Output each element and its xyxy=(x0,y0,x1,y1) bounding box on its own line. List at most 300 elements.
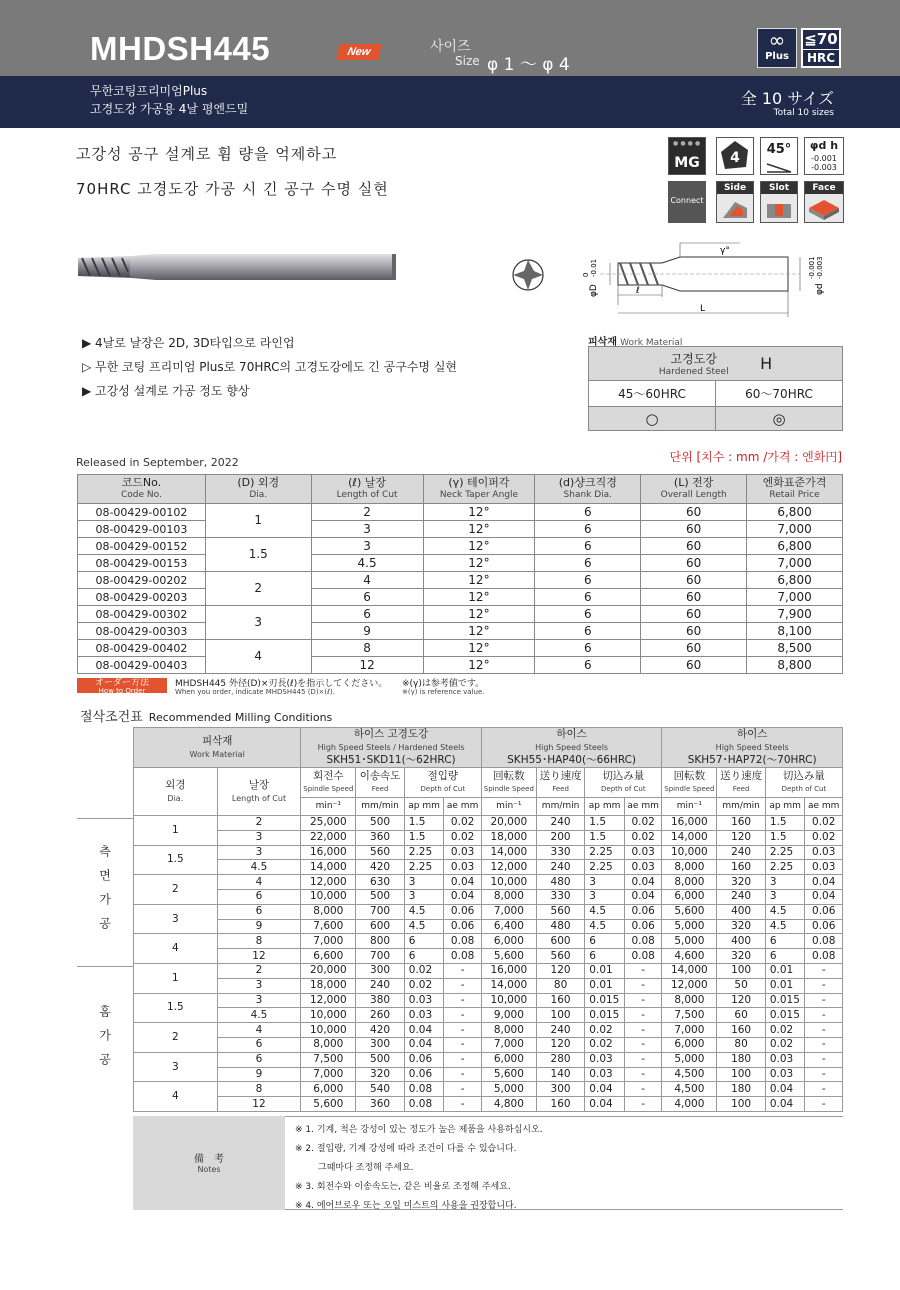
cond-value-cell: 0.02 xyxy=(805,816,843,831)
cond-value-cell: 630 xyxy=(356,875,404,890)
work-material-label-k: 피삭재 xyxy=(588,337,617,348)
cond-value-cell: - xyxy=(624,1082,661,1097)
dia-cell: 3 xyxy=(205,606,311,640)
oal-cell: 60 xyxy=(641,538,747,555)
cond-value-cell: 8,000 xyxy=(301,904,356,919)
cond-value-cell: 0.04 xyxy=(404,1037,444,1052)
cond-value-cell: 120 xyxy=(536,963,584,978)
cond-dia-cell: 3 xyxy=(134,904,218,934)
od-tol-bot: -0.01 xyxy=(590,258,598,277)
mg-grade-icon xyxy=(668,137,706,175)
oal-cell: 60 xyxy=(641,504,747,521)
cond-value-cell: - xyxy=(805,1023,843,1038)
cond-loc-cell: 6 xyxy=(217,904,301,919)
cond-loc-cell: 3 xyxy=(217,830,301,845)
notes-header xyxy=(133,1116,285,1210)
cond-loc-cell: 8 xyxy=(217,1082,301,1097)
cond-value-cell: 0.03 xyxy=(765,1052,805,1067)
g3-speed-e: Spindle Speed xyxy=(664,784,715,793)
cond-value-cell: 0.02 xyxy=(624,816,661,831)
spec-col-k: 엔화표준가격 xyxy=(762,476,827,489)
unit-note: 단위 [치수 : mm /가격 : 엔화円] xyxy=(669,450,842,464)
endmill-photo xyxy=(76,250,398,284)
cond-value-cell: 120 xyxy=(717,830,765,845)
cond-value-cell: 400 xyxy=(717,904,765,919)
cond-value-cell: 200 xyxy=(536,830,584,845)
hrc-badge-num: ≦70 xyxy=(804,30,838,48)
cond-value-cell: 600 xyxy=(536,934,584,949)
loc-cell: 9 xyxy=(311,623,423,640)
code-cell: 08-00429-00152 xyxy=(78,538,206,555)
cond-value-cell: 6 xyxy=(765,934,805,949)
cond-value-cell: 0.06 xyxy=(805,904,843,919)
order-badge-e: How to Order xyxy=(98,687,146,695)
cond-loc-cell: 8 xyxy=(217,934,301,949)
cond-value-cell: 80 xyxy=(717,1037,765,1052)
material-code: H xyxy=(760,354,773,373)
group1-grade: SKH51･SKD11(～62HRC) xyxy=(326,754,456,766)
loc-cell: 4 xyxy=(311,572,423,589)
hardened-steel-k: 고경도강 xyxy=(670,352,717,366)
cond-value-cell: 0.04 xyxy=(765,1082,805,1097)
cond-value-cell: 0.02 xyxy=(585,1023,625,1038)
price-cell: 8,800 xyxy=(747,657,843,674)
cond-value-cell: 540 xyxy=(356,1082,404,1097)
cond-value-cell: 6,000 xyxy=(662,1037,717,1052)
cond-value-cell: 0.02 xyxy=(585,1037,625,1052)
slot-shape-icon xyxy=(761,194,797,222)
cond-value-cell: 6,600 xyxy=(301,949,356,964)
cond-value-cell: - xyxy=(444,993,481,1008)
tol-lower: -0.003 xyxy=(811,163,837,172)
loc-col-e: Length of Cut xyxy=(231,793,287,803)
g3-speed-header xyxy=(662,768,717,798)
g1-depth-header xyxy=(404,768,481,798)
spec-col-header xyxy=(78,475,206,504)
cond-dia-cell: 1 xyxy=(134,963,218,993)
cond-value-cell: - xyxy=(624,1023,661,1038)
cond-value-cell: - xyxy=(444,1082,481,1097)
spec-row xyxy=(78,555,843,572)
g2-feed-k: 送り速度 xyxy=(539,769,582,782)
spec-row xyxy=(78,504,843,521)
unit-cell: ap mm xyxy=(585,798,625,816)
cond-value-cell: 10,000 xyxy=(662,845,717,860)
condition-row xyxy=(134,889,843,904)
cond-value-cell: 14,000 xyxy=(481,845,536,860)
cond-value-cell: - xyxy=(624,1037,661,1052)
price-cell: 7,000 xyxy=(747,521,843,538)
cond-value-cell: 3 xyxy=(404,875,444,890)
cond-value-cell: 0.03 xyxy=(805,860,843,875)
price-cell: 7,000 xyxy=(747,555,843,572)
cond-value-cell: 0.03 xyxy=(585,1067,625,1082)
hrc-badge-unit: HRC xyxy=(803,49,839,66)
cond-value-cell: - xyxy=(805,1097,843,1112)
side-cut-icon xyxy=(716,181,754,223)
cond-value-cell: 0.02 xyxy=(404,963,444,978)
range-45-60: 45～60HRC xyxy=(589,381,716,407)
spec-row xyxy=(78,606,843,623)
subtitle-type: 고경도강 가공용 4날 평엔드밀 xyxy=(90,102,249,116)
oal-cell: 60 xyxy=(641,521,747,538)
range-60-70: 60～70HRC xyxy=(716,381,843,407)
cond-value-cell: 2.25 xyxy=(765,845,805,860)
cond-value-cell: 60 xyxy=(717,1008,765,1023)
cond-value-cell: 6,000 xyxy=(301,1082,356,1097)
notes-header-e: Notes xyxy=(197,1165,221,1174)
total-sizes-e: Total 10 sizes xyxy=(773,108,834,118)
hardened-steel-e: Hardened Steel xyxy=(658,367,729,377)
note-4: ※ 4. 에어브로우 또는 오일 미스트의 사용을 권장합니다. xyxy=(295,1201,517,1211)
technical-drawing xyxy=(500,235,840,321)
cond-value-cell: 8,000 xyxy=(662,875,717,890)
cond-loc-cell: 3 xyxy=(217,993,301,1008)
angle-line-icon xyxy=(761,162,797,174)
cond-value-cell: 240 xyxy=(536,860,584,875)
g2-speed-header xyxy=(481,768,536,798)
spec-header-row xyxy=(78,475,843,504)
cond-value-cell: 2.25 xyxy=(404,845,444,860)
code-cell: 08-00429-00402 xyxy=(78,640,206,657)
plus-label: Plus xyxy=(765,51,789,62)
conditions-title-e: Recommended Milling Conditions xyxy=(148,711,333,724)
cond-value-cell: - xyxy=(624,1097,661,1112)
face-cut-icon xyxy=(804,181,844,223)
cond-value-cell: - xyxy=(444,978,481,993)
cond-value-cell: 0.02 xyxy=(444,830,481,845)
cond-value-cell: 10,000 xyxy=(301,1008,356,1023)
unit-cell: ae mm xyxy=(444,798,481,816)
cond-dia-cell: 2 xyxy=(134,1023,218,1053)
spec-row xyxy=(78,657,843,674)
cond-value-cell: 6 xyxy=(585,949,625,964)
loc-cell: 6 xyxy=(311,606,423,623)
infinity-icon: ∞ xyxy=(768,28,786,52)
conditions-title-k: 절삭조건표 xyxy=(80,710,143,725)
cond-value-cell: - xyxy=(624,1067,661,1082)
bullet-3: ▶ 고강성 설계로 가공 정도 향상 xyxy=(82,384,250,398)
price-cell: 7,000 xyxy=(747,589,843,606)
cond-value-cell: 8,000 xyxy=(662,860,717,875)
cond-value-cell: 800 xyxy=(356,934,404,949)
cond-loc-cell: 12 xyxy=(217,949,301,964)
unit-cell: min⁻¹ xyxy=(301,798,356,816)
cond-value-cell: 380 xyxy=(356,993,404,1008)
spec-col-header xyxy=(747,475,843,504)
spec-row xyxy=(78,640,843,657)
condition-row xyxy=(134,1082,843,1097)
face-label: Face xyxy=(805,182,843,194)
subtitle-coating: 무한코팅프리미엄Plus xyxy=(90,84,208,98)
g2-speed-k: 回転数 xyxy=(493,769,525,782)
cond-value-cell: 480 xyxy=(536,875,584,890)
cond-loc-cell: 9 xyxy=(217,1067,301,1082)
condition-row xyxy=(134,949,843,964)
cond-value-cell: - xyxy=(805,1067,843,1082)
cond-value-cell: 16,000 xyxy=(301,845,356,860)
cond-dia-cell: 1 xyxy=(134,816,218,846)
spec-col-e: Neck Taper Angle xyxy=(439,490,519,500)
g1-feed-header xyxy=(356,768,404,798)
cond-value-cell: 100 xyxy=(536,1008,584,1023)
plus-coating-badge xyxy=(757,28,797,68)
cond-value-cell: 300 xyxy=(356,1037,404,1052)
taper-cell: 12° xyxy=(423,572,535,589)
cond-value-cell: 3 xyxy=(404,889,444,904)
cond-value-cell: 500 xyxy=(356,1052,404,1067)
cond-value-cell: 8,000 xyxy=(662,993,717,1008)
loc-cell: 12 xyxy=(311,657,423,674)
spec-row xyxy=(78,572,843,589)
gamma-label: γ° xyxy=(720,246,730,256)
spec-col-header xyxy=(641,475,747,504)
cond-value-cell: 320 xyxy=(717,875,765,890)
cond-value-cell: 3 xyxy=(585,875,625,890)
group3-grade: SKH57･HAP72(～70HRC) xyxy=(687,754,817,766)
cond-value-cell: 0.04 xyxy=(805,875,843,890)
note-1: ※ 1. 기계, 척은 강성이 있는 정도가 높은 제품을 사용하십시오. xyxy=(295,1125,543,1135)
condition-row xyxy=(134,993,843,1008)
cond-value-cell: 560 xyxy=(536,904,584,919)
connect-label: Connect xyxy=(670,196,704,205)
cond-value-cell: 4,500 xyxy=(662,1082,717,1097)
cond-value-cell: 12,000 xyxy=(662,978,717,993)
price-cell: 6,800 xyxy=(747,538,843,555)
cond-value-cell: 320 xyxy=(717,919,765,934)
cond-value-cell: 16,000 xyxy=(481,963,536,978)
cond-value-cell: 16,000 xyxy=(662,816,717,831)
shank-tolerance-icon xyxy=(804,137,844,175)
work-material-name xyxy=(589,347,843,381)
cond-value-cell: - xyxy=(805,963,843,978)
shank-cell: 6 xyxy=(535,555,641,572)
cond-value-cell: 7,500 xyxy=(301,1052,356,1067)
cond-value-cell: 0.02 xyxy=(765,1023,805,1038)
g3-depth-header xyxy=(765,768,842,798)
g3-feed-header xyxy=(717,768,765,798)
note-3: ※ 3. 회전수와 이송속도는, 같은 비율로 조정해 주세요. xyxy=(295,1182,511,1192)
wm-header-e: Work Material xyxy=(189,749,245,759)
cond-value-cell: 4.5 xyxy=(404,919,444,934)
cond-value-cell: 50 xyxy=(717,978,765,993)
cond-value-cell: 240 xyxy=(356,978,404,993)
g1-speed-k: 회전수 xyxy=(313,769,344,782)
g2-depth-e: Depth of Cut xyxy=(601,784,646,793)
cond-value-cell: 0.03 xyxy=(404,993,444,1008)
price-cell: 8,100 xyxy=(747,623,843,640)
shank-label: φd xyxy=(815,283,825,295)
cond-value-cell: - xyxy=(805,1008,843,1023)
condition-row xyxy=(134,845,843,860)
cond-value-cell: 0.04 xyxy=(765,1097,805,1112)
cond-value-cell: 0.015 xyxy=(765,1008,805,1023)
notes-header-k: 備 考 xyxy=(194,1154,224,1165)
cond-value-cell: 300 xyxy=(356,963,404,978)
group3-k: 하이스 xyxy=(736,728,768,740)
cond-value-cell: 0.01 xyxy=(765,978,805,993)
spec-col-k: (ℓ) 날장 xyxy=(348,476,387,489)
slot-milling-label: 홈가공 xyxy=(77,966,133,1114)
loc-cell: 4.5 xyxy=(311,555,423,572)
taper-cell: 12° xyxy=(423,521,535,538)
cond-value-cell: 0.08 xyxy=(404,1082,444,1097)
cond-value-cell: 6,000 xyxy=(481,1052,536,1067)
cond-loc-cell: 6 xyxy=(217,1037,301,1052)
cond-value-cell: 8,000 xyxy=(481,1023,536,1038)
cond-value-cell: 320 xyxy=(356,1067,404,1082)
helix-angle-icon xyxy=(760,137,798,175)
cond-value-cell: 0.06 xyxy=(624,904,661,919)
g2-feed-header xyxy=(536,768,584,798)
unit-cell: mm/min xyxy=(717,798,765,816)
g3-depth-k: 切込み量 xyxy=(782,769,825,782)
code-cell: 08-00429-00103 xyxy=(78,521,206,538)
cond-value-cell: 22,000 xyxy=(301,830,356,845)
cond-dia-cell: 4 xyxy=(134,934,218,964)
spec-col-header xyxy=(311,475,423,504)
cond-value-cell: 14,000 xyxy=(662,963,717,978)
cond-value-cell: 5,000 xyxy=(481,1082,536,1097)
cond-loc-cell: 6 xyxy=(217,1052,301,1067)
four-flute-icon xyxy=(716,137,754,175)
condition-row xyxy=(134,978,843,993)
loc-cell: 3 xyxy=(311,538,423,555)
spec-row xyxy=(78,623,843,640)
taper-cell: 12° xyxy=(423,538,535,555)
shank-cell: 6 xyxy=(535,538,641,555)
cond-value-cell: 6 xyxy=(404,949,444,964)
total-sizes: 全 10 サイズ xyxy=(740,89,834,108)
cond-value-cell: 5,600 xyxy=(662,904,717,919)
order-badge xyxy=(77,678,167,693)
cond-loc-cell: 12 xyxy=(217,1097,301,1112)
loc-cell: 3 xyxy=(311,521,423,538)
cond-value-cell: 600 xyxy=(356,919,404,934)
taper-cell: 12° xyxy=(423,555,535,572)
cond-value-cell: 1.5 xyxy=(765,830,805,845)
g1-feed-k: 이송속도 xyxy=(359,769,401,782)
order-text-k: MHDSH445 外径(D)×刃長(ℓ)を指示してください。 xyxy=(175,679,388,689)
cond-value-cell: 2.25 xyxy=(585,860,625,875)
cond-value-cell: 420 xyxy=(356,1023,404,1038)
taper-cell: 12° xyxy=(423,606,535,623)
group2-header xyxy=(481,728,662,768)
cond-value-cell: 7,600 xyxy=(301,919,356,934)
cond-value-cell: 240 xyxy=(717,889,765,904)
code-cell: 08-00429-00153 xyxy=(78,555,206,572)
cond-value-cell: 2.25 xyxy=(585,845,625,860)
condition-row xyxy=(134,919,843,934)
cond-value-cell: 180 xyxy=(717,1052,765,1067)
cond-value-cell: 7,000 xyxy=(481,1037,536,1052)
loc-col-k: 날장 xyxy=(248,778,270,791)
price-cell: 8,500 xyxy=(747,640,843,657)
cond-value-cell: 240 xyxy=(717,845,765,860)
condition-row xyxy=(134,1097,843,1112)
oal-cell: 60 xyxy=(641,640,747,657)
conditions-table xyxy=(133,727,843,1112)
cond-value-cell: 100 xyxy=(717,1097,765,1112)
dia-cell: 2 xyxy=(205,572,311,606)
cond-value-cell: - xyxy=(444,1008,481,1023)
cond-value-cell: 10,000 xyxy=(481,875,536,890)
cond-value-cell: 0.06 xyxy=(624,919,661,934)
size-label-e: Size xyxy=(455,54,480,68)
cond-value-cell: 3 xyxy=(585,889,625,904)
shank-cell: 6 xyxy=(535,623,641,640)
cond-value-cell: 0.06 xyxy=(404,1052,444,1067)
cond-value-cell: 0.03 xyxy=(624,860,661,875)
cond-value-cell: 6 xyxy=(585,934,625,949)
price-cell: 6,800 xyxy=(747,572,843,589)
shank-cell: 6 xyxy=(535,504,641,521)
dia-cell: 1.5 xyxy=(205,538,311,572)
cond-value-cell: 4.5 xyxy=(765,919,805,934)
unit-cell: min⁻¹ xyxy=(481,798,536,816)
cond-value-cell: 160 xyxy=(717,1023,765,1038)
tol-upper: -0.001 xyxy=(811,154,837,163)
flute-count: 4 xyxy=(730,150,740,166)
condition-row xyxy=(134,904,843,919)
od-tol-top: 0 xyxy=(582,272,590,277)
cond-value-cell: 4,000 xyxy=(662,1097,717,1112)
cond-value-cell: 120 xyxy=(536,1037,584,1052)
cond-value-cell: 10,000 xyxy=(301,1023,356,1038)
conditions-title xyxy=(80,706,332,725)
cond-value-cell: 6 xyxy=(765,949,805,964)
taper-cell: 12° xyxy=(423,657,535,674)
cond-value-cell: 0.02 xyxy=(444,816,481,831)
g1-speed-header xyxy=(301,768,356,798)
cond-value-cell: 0.02 xyxy=(404,978,444,993)
cond-value-cell: 2.25 xyxy=(765,860,805,875)
cond-value-cell: 0.015 xyxy=(585,1008,625,1023)
cond-value-cell: - xyxy=(624,978,661,993)
shank-tol-top: -0.001 xyxy=(808,256,816,279)
cond-value-cell: 1.5 xyxy=(585,816,625,831)
spec-col-e: Shank Dia. xyxy=(563,490,613,500)
cond-value-cell: 18,000 xyxy=(481,830,536,845)
cond-value-cell: 80 xyxy=(536,978,584,993)
condition-row xyxy=(134,860,843,875)
g3-speed-k: 回転数 xyxy=(673,769,706,782)
g1-depth-k: 절입량 xyxy=(427,769,459,782)
condition-row xyxy=(134,816,843,831)
cond-value-cell: 330 xyxy=(536,845,584,860)
cond-value-cell: 2.25 xyxy=(404,860,444,875)
bullet-1: ▶ 4날로 날장은 2D, 3D타입으로 라인업 xyxy=(82,336,295,350)
cond-value-cell: 330 xyxy=(536,889,584,904)
cond-value-cell: 14,000 xyxy=(301,860,356,875)
note-2: ※ 2. 절입량, 기계 강성에 따라 조건이 다를 수 있습니다. xyxy=(295,1144,517,1154)
cond-value-cell: 160 xyxy=(717,816,765,831)
group1-k: 하이스 고경도강 xyxy=(353,728,429,740)
g2-depth-k: 切込み量 xyxy=(602,769,645,782)
wm-header-k: 피삭재 xyxy=(201,734,233,747)
cond-value-cell: 8,000 xyxy=(481,889,536,904)
spec-col-k: (D) 외경 xyxy=(237,476,280,489)
spec-col-e: Code No. xyxy=(120,490,162,500)
cond-dia-cell: 4 xyxy=(134,1082,218,1112)
cond-value-cell: 0.04 xyxy=(404,1023,444,1038)
cond-value-cell: - xyxy=(805,978,843,993)
cond-loc-cell: 9 xyxy=(217,919,301,934)
spec-col-header xyxy=(423,475,535,504)
cond-value-cell: 0.06 xyxy=(805,919,843,934)
cond-value-cell: 0.04 xyxy=(585,1097,625,1112)
cond-value-cell: 0.03 xyxy=(444,860,481,875)
